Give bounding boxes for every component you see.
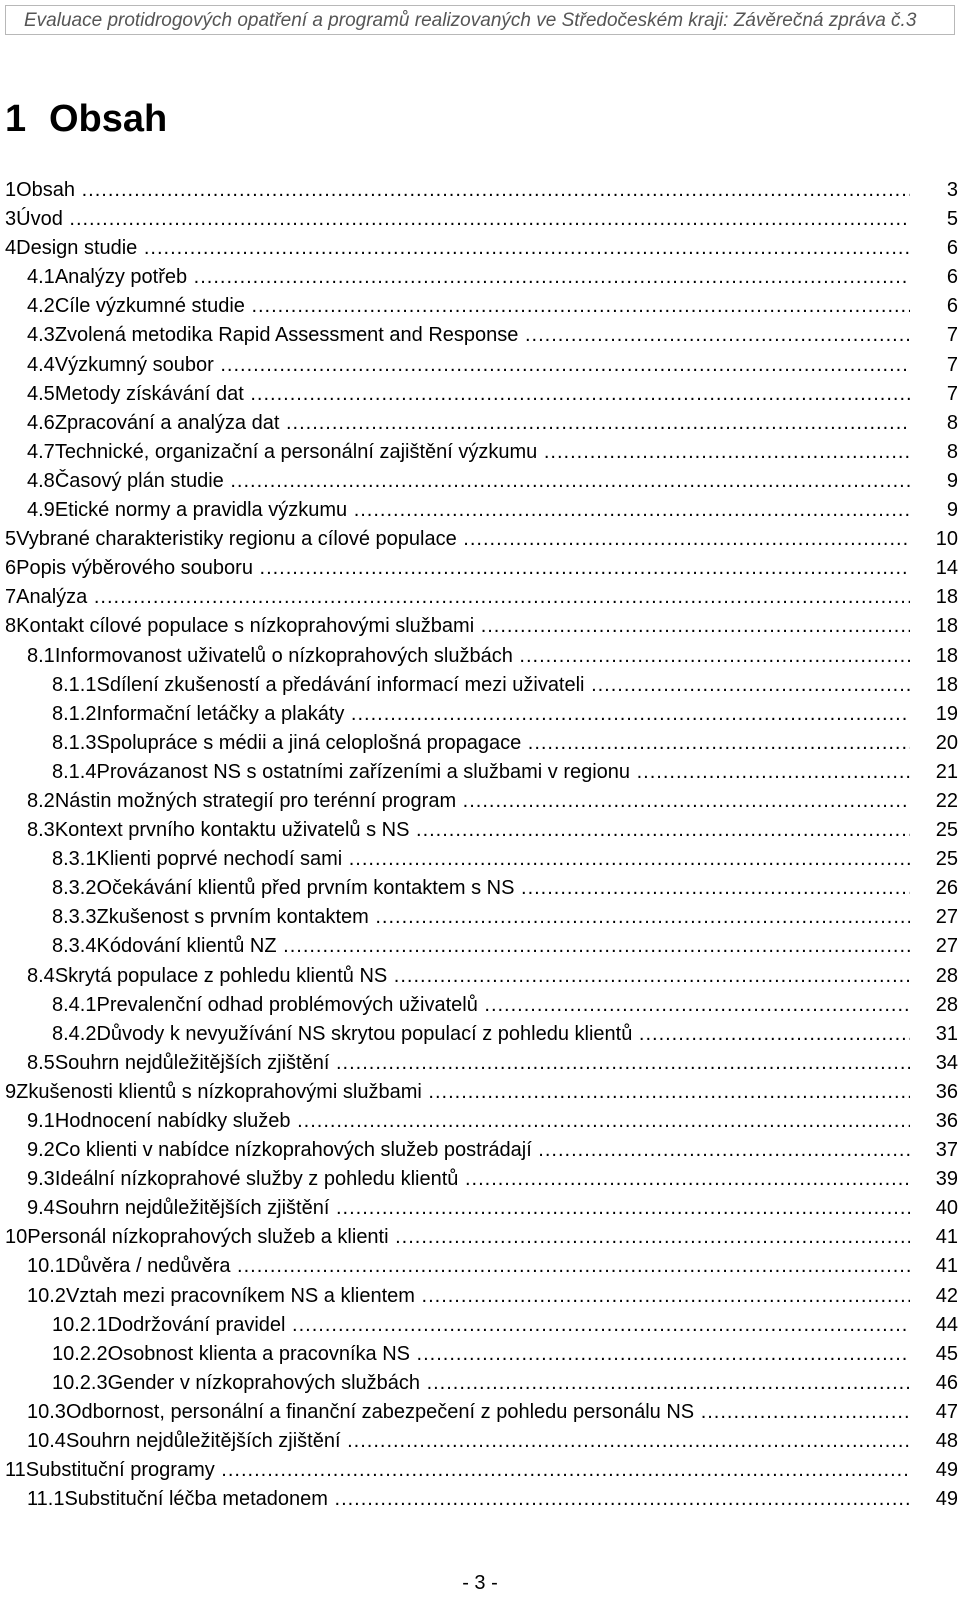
toc-entry-text: Časový plán studie <box>54 469 224 492</box>
toc-entry-text: Zpracování a analýza dat <box>54 411 280 434</box>
toc-entry-title[interactable] <box>5 1078 910 1107</box>
toc-entry-page: 8 <box>912 409 958 438</box>
toc-entry[interactable] <box>5 409 958 438</box>
toc-entry-title[interactable] <box>5 554 910 583</box>
toc-entry-title[interactable] <box>5 321 910 350</box>
toc-entry-text: Souhrn nejdůležitějších zjištění <box>54 1051 330 1074</box>
toc-entry-page: 14 <box>912 554 958 583</box>
toc-entry[interactable] <box>5 234 958 263</box>
toc-entry-page: 25 <box>912 816 958 845</box>
toc-entry-number: 8.4.1 <box>52 993 97 1016</box>
toc-entry-text: Dodržování pravidel <box>107 1313 286 1336</box>
toc-entry[interactable] <box>5 1223 958 1252</box>
toc-entry-text: Prevalenční odhad problémových uživatelů <box>96 993 478 1016</box>
toc-entry[interactable] <box>5 1398 958 1427</box>
toc-entry-page: 39 <box>912 1165 958 1194</box>
toc-entry-number: 8.3.3 <box>52 906 97 929</box>
toc-entry[interactable] <box>5 671 958 700</box>
toc-entry-title[interactable] <box>5 205 910 234</box>
toc-entry-number: 8 <box>5 615 17 638</box>
toc-entry-number: 9.2 <box>27 1139 55 1162</box>
toc-entry-number: 5 <box>5 528 17 551</box>
toc-entry-page: 48 <box>912 1427 958 1456</box>
toc-entry-title[interactable] <box>5 932 910 961</box>
toc-entry-text: Substituční léčba metadonem <box>64 1488 328 1511</box>
toc-entry-page: 36 <box>912 1107 958 1136</box>
toc-entry-number: 8.4.2 <box>52 1022 97 1045</box>
toc-entry-title[interactable] <box>5 525 910 554</box>
toc-entry-text: Kontext prvního kontaktu uživatelů s NS <box>54 819 410 842</box>
toc-entry[interactable] <box>5 583 958 612</box>
toc-entry-title[interactable] <box>5 1427 910 1456</box>
toc-entry-text: Provázanost NS s ostatními zařízeními a službami v regionu <box>96 760 631 783</box>
toc-entry-number: 4.4 <box>27 353 55 376</box>
toc-entry[interactable] <box>5 176 958 205</box>
toc-entry-number: 8.1.1 <box>52 673 97 696</box>
toc-entry-title[interactable] <box>5 438 910 467</box>
toc-entry-page: 20 <box>912 729 958 758</box>
toc-entry-page: 8 <box>912 438 958 467</box>
toc-entry-title[interactable] <box>5 642 910 671</box>
toc-entry-page: 18 <box>912 642 958 671</box>
toc-entry-text: Design studie <box>16 237 138 260</box>
toc-entry[interactable] <box>5 263 958 292</box>
toc-entry[interactable] <box>5 205 958 234</box>
toc-entry-title[interactable] <box>5 467 910 496</box>
toc-entry-number: 10.1 <box>27 1255 66 1278</box>
toc-entry[interactable] <box>5 1194 958 1223</box>
toc-entry-title[interactable] <box>5 496 910 525</box>
toc-entry[interactable] <box>5 787 958 816</box>
toc-entry-text: Spolupráce s médii a jiná celoplošná propagace <box>96 731 522 754</box>
toc-entry[interactable] <box>5 991 958 1020</box>
toc-entry-page: 19 <box>912 700 958 729</box>
toc-entry-page: 18 <box>912 612 958 641</box>
toc-entry-title[interactable] <box>5 1020 910 1049</box>
toc-entry-title[interactable] <box>5 1165 910 1194</box>
toc-entry[interactable] <box>5 1456 958 1485</box>
toc-entry[interactable] <box>5 1311 958 1340</box>
toc-entry-number: 4 <box>5 237 17 260</box>
toc-entry-page: 9 <box>912 467 958 496</box>
toc-entry-page: 26 <box>912 874 958 903</box>
toc-entry-title[interactable] <box>5 874 910 903</box>
toc-entry-page: 46 <box>912 1369 958 1398</box>
toc-entry-text: Vztah mezi pracovníkem NS a klientem <box>65 1284 415 1307</box>
toc-entry[interactable] <box>5 1136 958 1165</box>
toc-entry-title[interactable] <box>5 991 910 1020</box>
toc-entry-title[interactable] <box>5 1369 910 1398</box>
toc-entry-page: 49 <box>912 1456 958 1485</box>
toc-entry[interactable] <box>5 612 958 641</box>
toc-entry-number: 4.5 <box>27 382 55 405</box>
page-title <box>5 98 167 141</box>
toc-entry-number: 11 <box>5 1459 26 1482</box>
table-of-contents <box>5 176 958 1514</box>
toc-entry[interactable] <box>5 642 958 671</box>
toc-entry-number: 9 <box>5 1080 17 1103</box>
toc-entry[interactable] <box>5 1427 958 1456</box>
toc-entry-text: Ideální nízkoprahové služby z pohledu klientů <box>54 1168 459 1191</box>
toc-entry-text: Popis výběrového souboru <box>16 557 253 580</box>
toc-entry-number: 4.3 <box>27 324 55 347</box>
toc-entry-page: 40 <box>912 1194 958 1223</box>
toc-entry-number: 7 <box>5 586 17 609</box>
toc-entry-title[interactable] <box>5 1282 910 1311</box>
toc-entry-number: 4.9 <box>27 499 55 522</box>
toc-entry-page: 42 <box>912 1282 958 1311</box>
toc-entry-text: Sdílení zkušeností a předávání informací mezi uživateli <box>96 673 585 696</box>
toc-entry-text: Hodnocení nabídky služeb <box>54 1110 291 1132</box>
toc-entry-text: Skrytá populace z pohledu klientů NS <box>54 964 388 987</box>
toc-entry-text: Analýzy potřeb <box>54 266 188 289</box>
toc-entry-page: 36 <box>912 1078 958 1107</box>
toc-entry-text: Obsah <box>16 179 76 201</box>
toc-entry[interactable] <box>5 554 958 583</box>
toc-entry[interactable] <box>5 874 958 903</box>
toc-entry-page: 28 <box>912 962 958 991</box>
toc-entry-text: Osobnost klienta a pracovníka NS <box>107 1342 410 1365</box>
toc-entry-page: 3 <box>912 176 958 205</box>
toc-entry-text: Cíle výzkumné studie <box>54 295 245 318</box>
toc-entry-page: 41 <box>912 1223 958 1252</box>
toc-entry-page: 45 <box>912 1340 958 1369</box>
toc-entry[interactable] <box>5 380 958 409</box>
toc-entry-number: 10 <box>5 1226 28 1249</box>
toc-entry-number: 6 <box>5 557 17 580</box>
running-header <box>5 5 955 35</box>
toc-entry-text: Metody získávání dat <box>54 382 244 405</box>
toc-entry[interactable] <box>5 1020 958 1049</box>
toc-entry[interactable] <box>5 845 958 874</box>
toc-entry-page: 9 <box>912 496 958 525</box>
toc-entry-page: 27 <box>912 932 958 961</box>
toc-entry-title[interactable] <box>5 351 910 380</box>
toc-entry-text: Technické, organizační a personální zajištění výzkumu <box>54 440 538 463</box>
toc-entry-page: 6 <box>912 263 958 292</box>
toc-entry[interactable] <box>5 1078 958 1107</box>
toc-entry-text: Zkušenost s prvním kontaktem <box>96 906 369 929</box>
toc-entry-text: Informační letáčky a plakáty <box>96 702 345 725</box>
toc-entry[interactable] <box>5 1252 958 1281</box>
toc-entry-title[interactable] <box>5 583 910 612</box>
toc-entry-page: 18 <box>912 583 958 612</box>
toc-entry-page: 47 <box>912 1398 958 1427</box>
toc-entry[interactable] <box>5 1340 958 1369</box>
toc-entry-number: 8.1.4 <box>52 760 97 783</box>
toc-entry[interactable] <box>5 1165 958 1194</box>
toc-entry-number: 4.6 <box>27 411 55 434</box>
toc-entry-text: Nástin možných strategií pro terénní program <box>54 789 457 812</box>
toc-entry-number: 8.3 <box>27 819 55 842</box>
toc-entry-page: 6 <box>912 234 958 263</box>
toc-entry-title[interactable] <box>5 612 910 641</box>
toc-entry[interactable] <box>5 496 958 525</box>
toc-entry-title[interactable] <box>5 263 910 292</box>
toc-entry-text: Etické normy a pravidla výzkumu <box>54 499 348 522</box>
toc-entry-text: Výzkumný soubor <box>54 353 214 376</box>
toc-entry-title[interactable] <box>5 700 910 729</box>
toc-entry-number: 4.2 <box>27 295 55 318</box>
page-title-text: Obsah <box>49 98 168 140</box>
toc-entry-page: 5 <box>912 205 958 234</box>
toc-entry-title[interactable] <box>5 380 910 409</box>
toc-entry-title[interactable] <box>5 962 910 991</box>
toc-entry-text: Substituční programy <box>25 1459 215 1482</box>
toc-entry[interactable] <box>5 962 958 991</box>
toc-entry-page: 28 <box>912 991 958 1020</box>
toc-entry-title[interactable] <box>5 1398 910 1427</box>
toc-entry[interactable] <box>5 1107 958 1136</box>
toc-entry-number: 10.2 <box>27 1284 66 1307</box>
toc-entry-number: 8.1.2 <box>52 702 97 725</box>
toc-entry[interactable] <box>5 292 958 321</box>
toc-entry-text: Kontakt cílové populace s nízkoprahovými službami <box>16 615 475 638</box>
toc-entry-text: Souhrn nejdůležitějších zjištění <box>54 1197 330 1220</box>
toc-entry-number: 3 <box>5 208 17 231</box>
toc-entry-page: 10 <box>912 525 958 554</box>
toc-entry-text: Personál nízkoprahových služeb a klienti <box>27 1226 389 1249</box>
toc-entry[interactable] <box>5 729 958 758</box>
toc-entry[interactable] <box>5 1049 958 1078</box>
toc-entry-text: Klienti poprvé nechodí sami <box>96 848 343 871</box>
toc-entry-number: 10.2.2 <box>52 1342 108 1365</box>
toc-entry-number: 11.1 <box>27 1488 65 1511</box>
toc-entry-page: 7 <box>912 351 958 380</box>
toc-entry-page: 44 <box>912 1311 958 1340</box>
toc-entry-page: 7 <box>912 321 958 350</box>
toc-entry[interactable] <box>5 1485 958 1514</box>
toc-entry-text: Kódování klientů NZ <box>96 935 277 958</box>
toc-entry-page: 22 <box>912 787 958 816</box>
toc-entry-text: Zvolená metodika Rapid Assessment and Response <box>54 324 519 347</box>
toc-entry-title[interactable] <box>5 1252 910 1281</box>
toc-entry-number: 10.2.1 <box>52 1313 108 1336</box>
toc-entry-number: 9.1 <box>27 1110 55 1132</box>
toc-entry[interactable] <box>5 816 958 845</box>
toc-entry-number: 10.2.3 <box>52 1371 108 1394</box>
toc-entry-title[interactable] <box>5 176 910 205</box>
toc-entry-text: Zkušenosti klientů s nízkoprahovými službami <box>16 1080 422 1103</box>
toc-entry-page: 6 <box>912 292 958 321</box>
toc-entry[interactable] <box>5 351 958 380</box>
toc-entry-title[interactable] <box>5 409 910 438</box>
toc-entry[interactable] <box>5 438 958 467</box>
toc-entry-title[interactable] <box>5 845 910 874</box>
toc-entry-text: Očekávání klientů před prvním kontaktem s NS <box>96 877 515 900</box>
toc-entry-number: 1 <box>5 179 17 201</box>
toc-entry-title[interactable] <box>5 1456 910 1485</box>
toc-entry-text: Důvody k nevyužívání NS skrytou populací z pohledu klientů <box>96 1022 633 1045</box>
toc-entry-title[interactable] <box>5 1107 910 1136</box>
toc-entry-number: 8.2 <box>27 789 55 812</box>
toc-entry-page: 49 <box>912 1485 958 1514</box>
toc-entry[interactable] <box>5 1369 958 1398</box>
toc-entry-title[interactable] <box>5 758 910 787</box>
page-number-footer: - 3 - <box>462 1572 498 1594</box>
toc-entry-page: 37 <box>912 1136 958 1165</box>
toc-entry-number: 4.1 <box>27 266 55 289</box>
toc-entry-text: Odbornost, personální a finanční zabezpečení z pohledu personálu NS <box>65 1400 695 1423</box>
toc-entry[interactable] <box>5 321 958 350</box>
toc-entry-number: 8.1.3 <box>52 731 97 754</box>
toc-entry-number: 9.4 <box>27 1197 55 1220</box>
toc-entry-title[interactable] <box>5 1311 910 1340</box>
toc-entry-title[interactable] <box>5 1136 910 1165</box>
toc-entry-page: 34 <box>912 1049 958 1078</box>
toc-entry-number: 4.8 <box>27 469 55 492</box>
toc-entry-title[interactable] <box>5 903 910 932</box>
toc-entry-number: 9.3 <box>27 1168 55 1191</box>
toc-entry-page: 27 <box>912 903 958 932</box>
toc-entry-text: Souhrn nejdůležitějších zjištění <box>65 1430 341 1453</box>
toc-entry-text: Gender v nízkoprahových službách <box>107 1371 421 1394</box>
page-title-number: 1 <box>5 98 27 140</box>
toc-entry-title[interactable] <box>5 1049 910 1078</box>
toc-entry-text: Vybrané charakteristiky regionu a cílové populace <box>16 528 457 551</box>
toc-entry-page: 41 <box>912 1252 958 1281</box>
toc-entry-title[interactable] <box>5 671 910 700</box>
toc-entry[interactable] <box>5 758 958 787</box>
toc-entry-title[interactable] <box>5 1194 910 1223</box>
toc-entry-title[interactable] <box>5 1485 910 1514</box>
toc-entry-page: 21 <box>912 758 958 787</box>
toc-entry-number: 8.1 <box>27 644 55 667</box>
toc-entry[interactable] <box>5 467 958 496</box>
toc-entry-text: Důvěra / nedůvěra <box>65 1255 231 1278</box>
toc-entry-page: 18 <box>912 671 958 700</box>
toc-entry[interactable] <box>5 525 958 554</box>
toc-entry-number: 8.3.2 <box>52 877 97 900</box>
toc-entry-number: 8.5 <box>27 1051 55 1074</box>
toc-entry[interactable] <box>5 932 958 961</box>
toc-entry-title[interactable] <box>5 729 910 758</box>
toc-entry-text: Informovanost uživatelů o nízkoprahových službách <box>54 644 513 667</box>
toc-entry-text: Analýza <box>16 586 88 609</box>
toc-entry-text: Úvod <box>16 208 63 231</box>
toc-entry-title[interactable] <box>5 787 910 816</box>
toc-entry-title[interactable] <box>5 816 910 845</box>
toc-entry-number: 10.4 <box>27 1430 66 1453</box>
toc-entry-page: 7 <box>912 380 958 409</box>
toc-entry-text: Co klienti v nabídce nízkoprahových služeb postrádají <box>54 1139 532 1162</box>
toc-entry[interactable] <box>5 903 958 932</box>
toc-entry-number: 4.7 <box>27 440 55 463</box>
toc-entry-number: 10.3 <box>27 1400 66 1423</box>
toc-entry-number: 8.3.1 <box>52 848 97 871</box>
toc-entry-title[interactable] <box>5 234 910 263</box>
toc-entry-number: 8.4 <box>27 964 55 987</box>
running-header-text: Evaluace protidrogových opatření a programů realizovaných ve Středočeském kraji: Závěrečná zpráva č.3 <box>24 10 917 31</box>
toc-entry-page: 25 <box>912 845 958 874</box>
toc-entry-page: 31 <box>912 1020 958 1049</box>
toc-entry-title[interactable] <box>5 292 910 321</box>
toc-entry-title[interactable] <box>5 1223 910 1252</box>
toc-entry[interactable] <box>5 700 958 729</box>
toc-entry-title[interactable] <box>5 1340 910 1369</box>
toc-entry-number: 8.3.4 <box>52 935 97 958</box>
toc-entry[interactable] <box>5 1282 958 1311</box>
